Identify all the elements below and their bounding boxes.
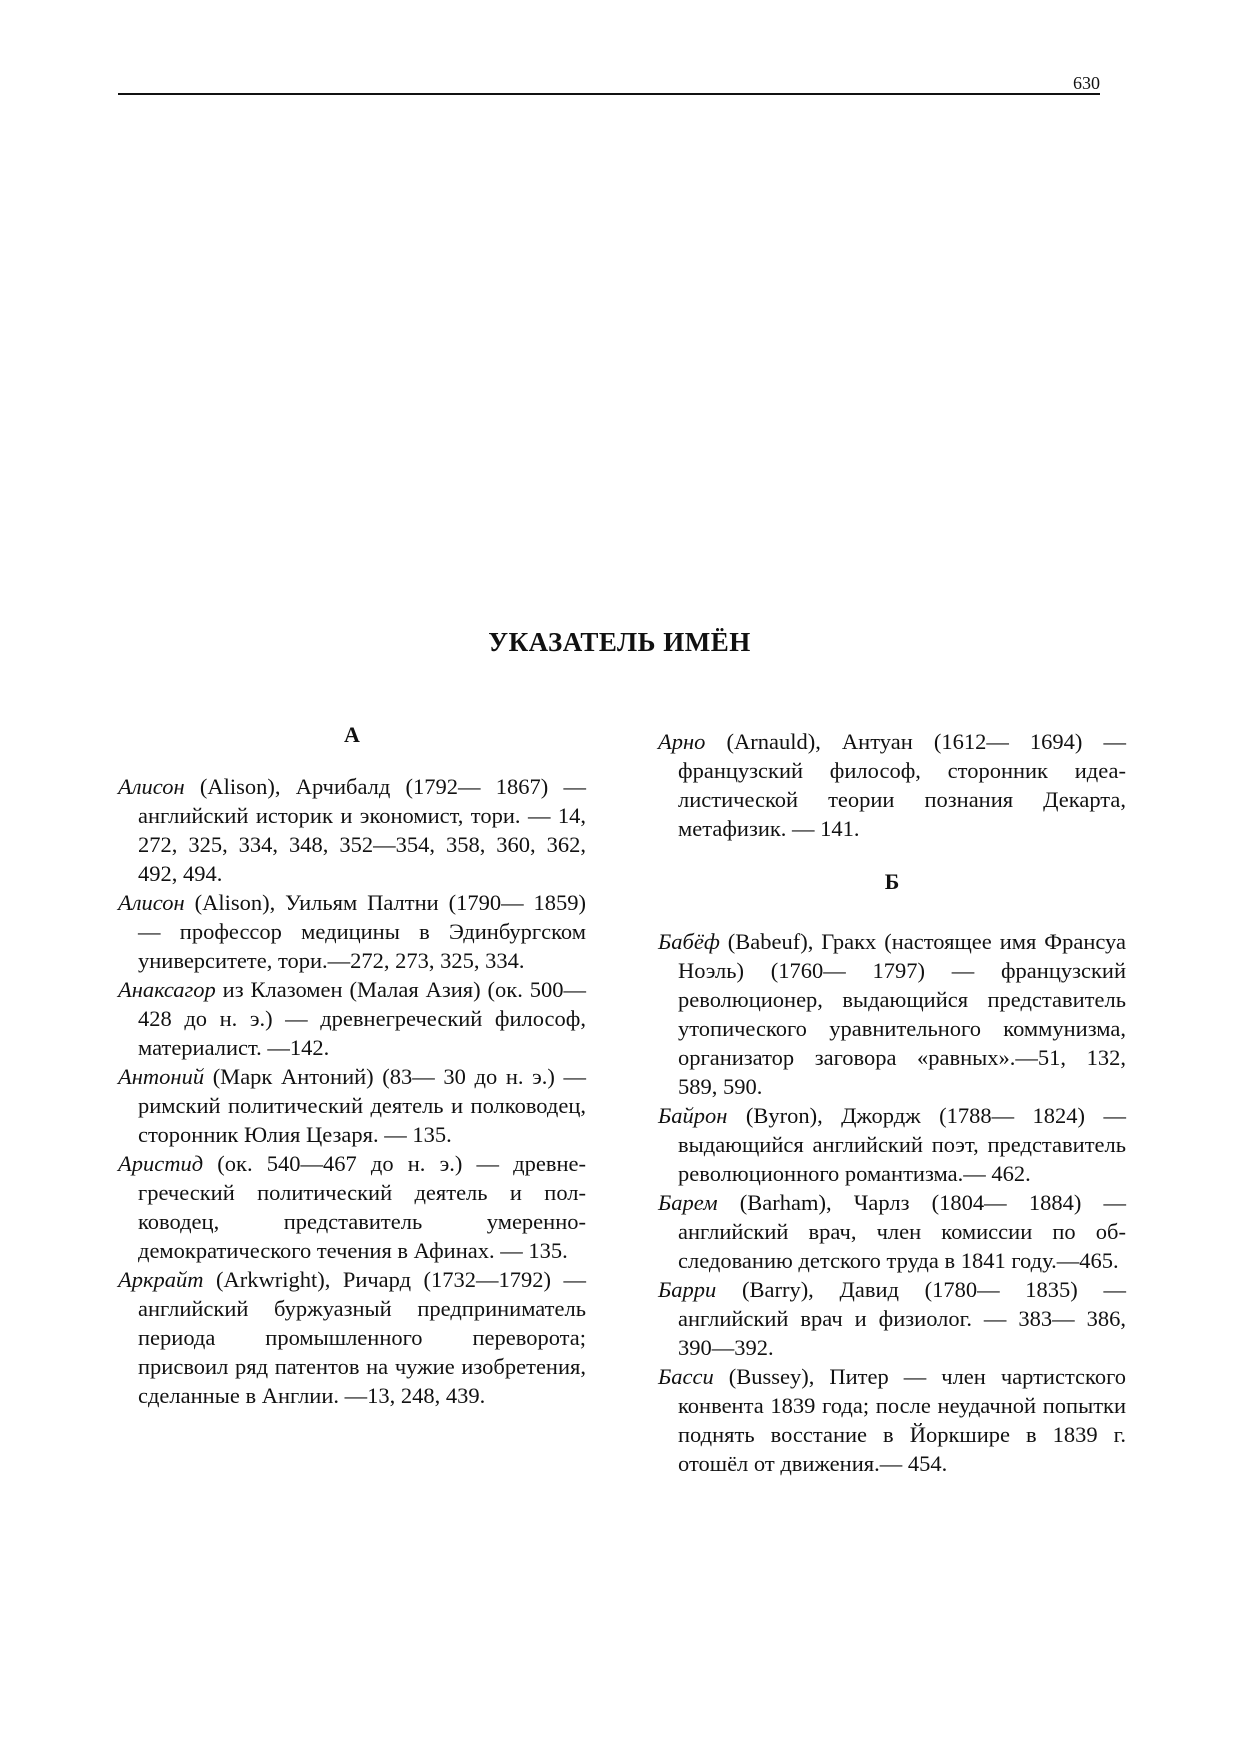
entry-name: Бабёф (658, 929, 720, 954)
section-letter-a: А (344, 722, 360, 747)
entry-name: Анаксагор (118, 977, 216, 1002)
entry-name: Алисон (118, 774, 185, 799)
entry-text: (Barry), Давид (1780— 1835) — английский врач и физиолог. — 383— 386, 390—392. (678, 1277, 1126, 1360)
header-rule (118, 93, 1100, 95)
index-entry (118, 772, 586, 888)
entry-text: (Byron), Джордж (1788— 1824) — выдающийся английский поэт, представитель революционного романтизма.— 462. (678, 1103, 1126, 1186)
entry-name: Антоний (118, 1064, 205, 1089)
right-column (658, 727, 1126, 1478)
index-entry (658, 1362, 1126, 1478)
index-title: УКАЗАТЕЛЬ ИМЁН (488, 627, 751, 657)
index-entry (118, 1149, 586, 1265)
entry-text: (Barham), Чарлз (1804— 1884) — английский врач, член комиссии по обследованию детского труда в 1841 году.—465. (678, 1190, 1126, 1273)
entry-name: Аркрайт (118, 1267, 204, 1292)
section-letter-b: Б (884, 869, 900, 894)
entry-name: Арно (658, 729, 706, 754)
entry-text: (Bussey), Питер — член чартистского конвента 1839 года; после неудачной попытки поднять восстание в Йоркшире в 1839 г. отошёл от движения.— 454. (678, 1364, 1126, 1476)
entry-text: (Марк Антоний) (83— 30 до н. э.) — римский политический деятель и полководец, сторонник Юлия Цезаря. — 135. (138, 1064, 586, 1147)
entry-name: Алисон (118, 890, 185, 915)
index-entry (658, 1275, 1126, 1362)
entry-text: (Alison), Арчибалд (1792— 1867) — английский историк и экономист, тори. — 14, 272, 325, 334, 348, 352—354, 358, 360, 362, 492, 494. (138, 774, 586, 886)
entry-text: (Babeuf), Гракх (настоящее имя Франсуа Ноэль) (1760— 1797) — французский революционер, выдающийся представитель утопического уравнительного коммунизма, организатор заговора «равных».—51, 132, 589, 590. (678, 929, 1126, 1099)
entry-text: (Arnauld), Антуан (1612— 1694) — французский философ, сторонник идеалистической теории познания Декарта, метафизик. — 141. (678, 729, 1126, 841)
index-entry (658, 1188, 1126, 1275)
index-entry (118, 1062, 586, 1149)
left-column (118, 720, 586, 1410)
page-number: 630 (1073, 73, 1100, 93)
entry-name: Байрон (658, 1103, 728, 1128)
index-entry (118, 975, 586, 1062)
index-entry (658, 927, 1126, 1101)
entry-text: (Arkwright), Ричард (1732—1792) — английский буржуазный предприниматель периода промышленного переворота; присвоил ряд патентов на чужие изобретения, сделанные в Англии. —13, 248, 439. (138, 1267, 586, 1408)
entry-name: Барем (658, 1190, 718, 1215)
index-entry (658, 727, 1126, 843)
entry-text: из Клазомен (Малая Азия) (ок. 500—428 до н. э.) — древнегреческий философ, материалист. —142. (138, 977, 586, 1060)
entry-name: Барри (658, 1277, 717, 1302)
index-entry (658, 1101, 1126, 1188)
index-entry (118, 888, 586, 975)
index-entry (118, 1265, 586, 1410)
entry-name: Аристид (118, 1151, 204, 1176)
entry-text: (Alison), Уильям Палтни (1790— 1859) — профессор медицины в Эдинбургском университете, тори.—272, 273, 325, 334. (138, 890, 586, 973)
entry-text: (ок. 540—467 до н. э.) — древнегреческий политический деятель и полководец, представитель умеренно-демократического течения в Афинах. — 135. (138, 1151, 586, 1263)
entry-name: Басси (658, 1364, 714, 1389)
